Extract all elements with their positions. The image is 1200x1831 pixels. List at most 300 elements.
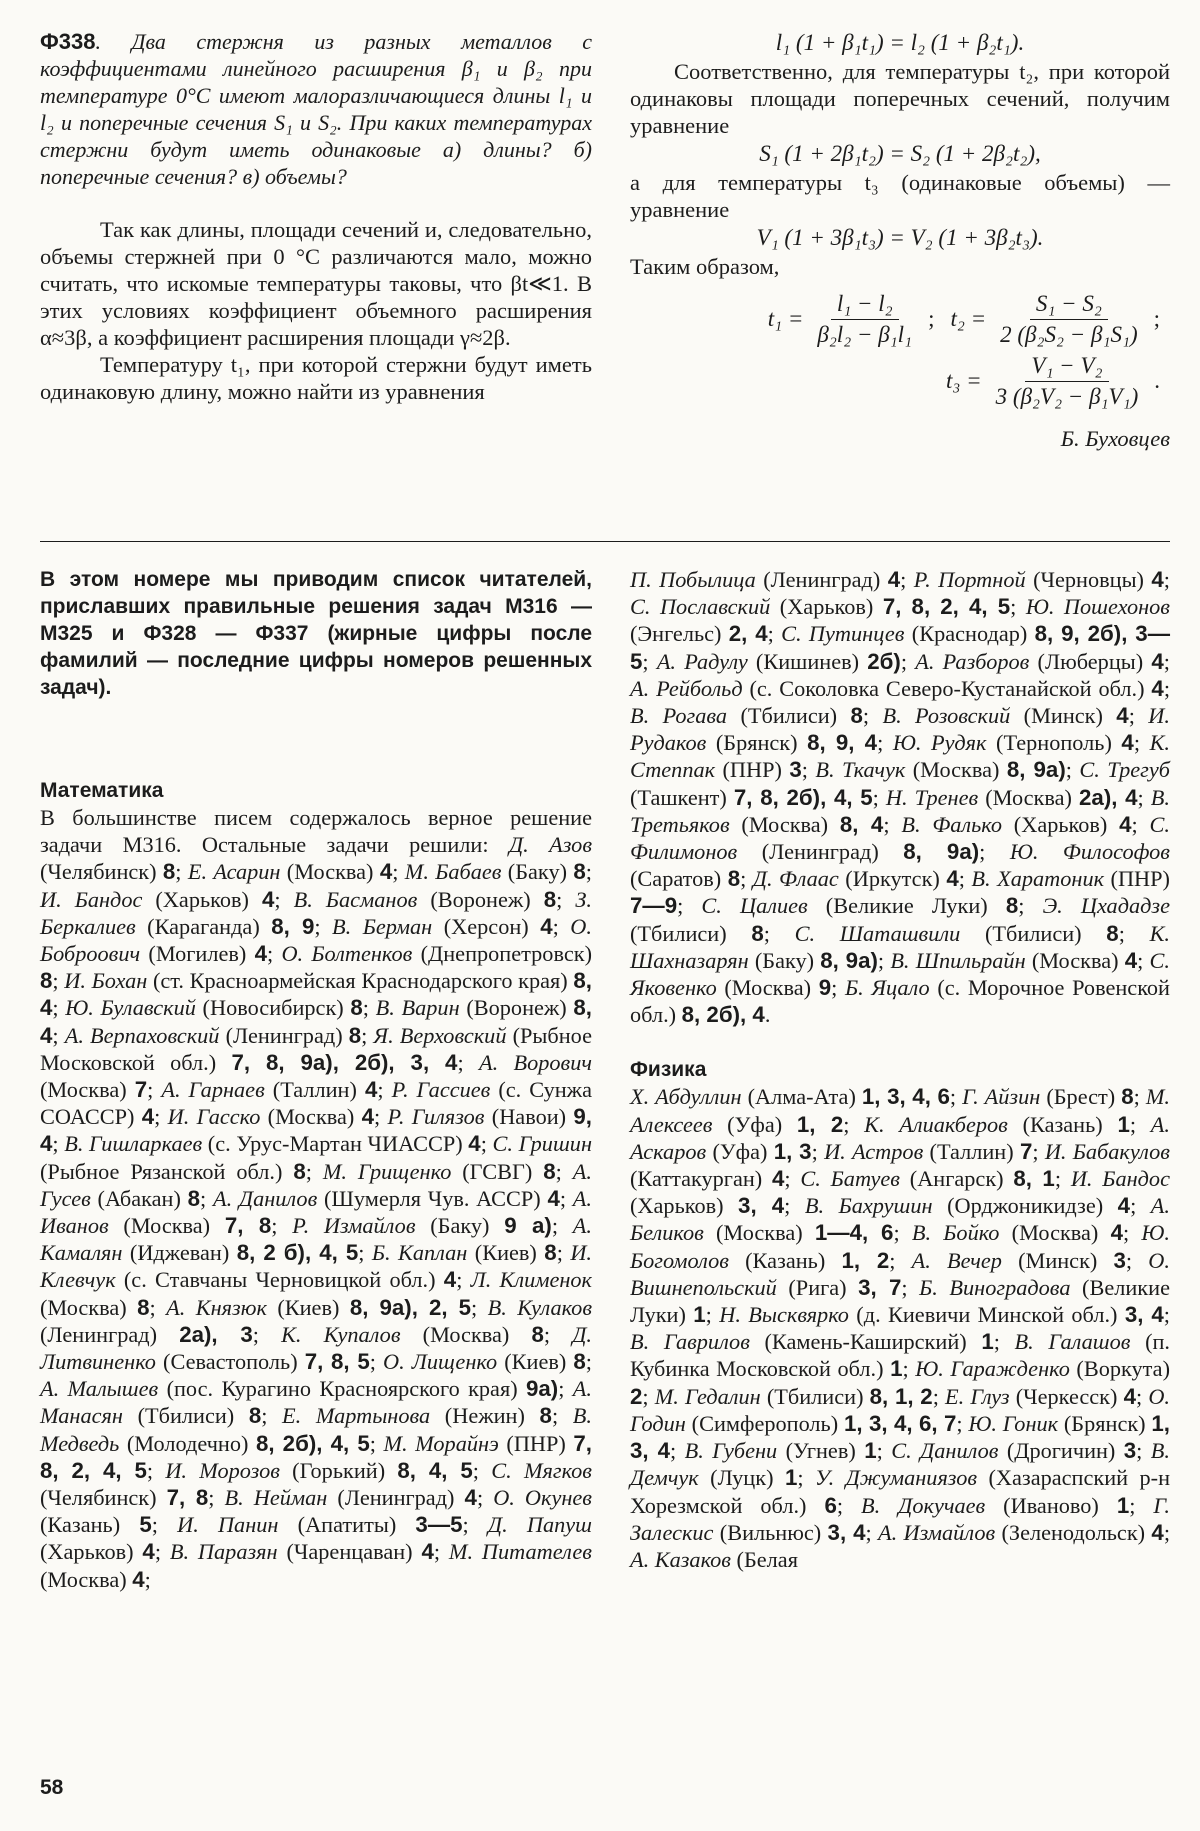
formula-row — [630, 350, 1170, 412]
reader-city: (Киев) — [266, 1294, 350, 1320]
reader-problems: 4 — [1124, 947, 1138, 973]
reader-city: (Великие Луки) — [807, 893, 1006, 919]
reader-city: (Москва) — [400, 1321, 532, 1347]
reader-city: (Москва) — [40, 1077, 135, 1103]
reader-city: (Москва) — [703, 1220, 815, 1246]
reader-city: (Киев) — [467, 1240, 545, 1266]
reader-problems: 9, 4 — [40, 1104, 592, 1157]
reader-name: Ю. Рудяк — [892, 730, 987, 756]
reader-city: (Казань) — [1007, 1111, 1118, 1137]
reader-problems: 1, 3, 4, 6, 7 — [843, 1410, 957, 1436]
reader-name: А. Князюк — [166, 1294, 267, 1320]
reader-problems: 8 — [187, 1185, 201, 1211]
reader-problems: 4 — [547, 1185, 560, 1211]
reader-name: Ю. Булавский — [65, 995, 196, 1021]
reader-problems: 8 — [162, 859, 176, 885]
reader-city: (Ташкент) — [630, 784, 734, 810]
reader-problems: 2б) — [867, 648, 901, 674]
reader-problems: 7—9 — [630, 893, 678, 919]
reader-name: О. Годин — [630, 1383, 1170, 1436]
reader-city: (Тбилиси) — [122, 1403, 249, 1429]
reader-name: Е. Глуз — [945, 1383, 1010, 1409]
reader-city: (Челябинск) — [40, 1485, 167, 1511]
reader-city: (Уфа) — [712, 1111, 797, 1137]
reader-name: Л. Клименок — [470, 1267, 592, 1293]
reader-problems: 8, 4 — [40, 968, 592, 1021]
reader-city: (Минск) — [1001, 1247, 1114, 1273]
reader-problems: 4 — [1151, 1519, 1164, 1545]
reader-name: Ю. Гаражденко — [915, 1356, 1070, 1382]
reader-city: (Днепропетровск) — [412, 941, 592, 967]
problem-column — [40, 28, 592, 405]
reader-name: В. Харатоник — [971, 866, 1105, 892]
reader-problems: 1—4, 6 — [814, 1220, 894, 1246]
reader-problems: 5 — [139, 1512, 152, 1538]
reader-city: (ПНР) — [1104, 866, 1170, 892]
reader-problems: 3, 4 — [1124, 1302, 1164, 1328]
reader-name: Ю. Гоник — [968, 1410, 1059, 1436]
reader-name: Д. Папуш — [487, 1512, 592, 1538]
reader-city: (с. Ставчаны Черновицкой обл.) — [115, 1267, 444, 1293]
formula-t2-numerator: S₁ − S₂ — [1030, 291, 1108, 320]
reader-problems: 4 — [1151, 675, 1164, 701]
reader-problems: 8 — [40, 968, 53, 994]
reader-city: (Уфа) — [706, 1138, 774, 1164]
reader-name: В. Гаврилов — [630, 1329, 750, 1355]
reader-name: И. Астров — [824, 1138, 924, 1164]
reader-city: (Москва) — [280, 859, 380, 885]
reader-city: (с. Морочное Ровенской обл.) — [630, 975, 1170, 1028]
formula-t3-denominator: 3 (β₂V₂ − β₁V₁) — [995, 383, 1139, 409]
reader-problems: 4 — [421, 1539, 434, 1565]
reader-city: (Хазараспский р-н Хорезмской обл.) — [630, 1465, 1171, 1518]
reader-city: (Угнев) — [777, 1438, 865, 1464]
reader-problems: 4 — [772, 1166, 785, 1192]
solution-paragraph: Так как длины, площади сечений и, следовательно, объемы стержней при 0 °С различаются мало, можно считать, что искомые температуры таковы, что βt≪1. В этих условиях коэффициент объемного расширения α≈3β, а коэффициент расширения площади γ≈2β. — [40, 217, 592, 350]
reader-city: (Москва) — [40, 1294, 138, 1320]
formula-separator: ; — [1153, 306, 1160, 331]
reader-problems: 8 — [751, 920, 764, 946]
reader-city: (Харьков) — [142, 886, 262, 912]
reader-name: А. Гарнаев — [161, 1077, 265, 1103]
reader-name: С. Пославский — [630, 594, 771, 620]
reader-name: Б. Каплан — [371, 1240, 468, 1266]
reader-problems: 1, 3 — [773, 1138, 812, 1164]
reader-city: (Брест) — [1040, 1084, 1122, 1110]
reader-problems: 8 — [293, 1158, 306, 1184]
readers-intro: В этом номере мы приводим список читателей, приславших правильные решения задач М316 — М325 и Ф328 — Ф337 (жирные цифры после фамилий — последние цифры номеров решенных задач). — [40, 568, 592, 699]
reader-city: (Брянск) — [1058, 1410, 1152, 1436]
reader-city: (Молодечно) — [119, 1430, 256, 1456]
reader-name: И. Рудаков — [630, 703, 1170, 756]
reader-problems: 8, 4 — [40, 995, 592, 1048]
reader-problems: 4 — [1110, 1220, 1123, 1246]
reader-name: О. Вишнепольский — [630, 1247, 1170, 1300]
reader-problems: 9 а) — [504, 1213, 552, 1239]
reader-problems: 8 — [137, 1294, 150, 1320]
reader-city: (Казань) — [728, 1247, 842, 1273]
reader-problems: 8 — [350, 995, 363, 1021]
reader-name: Б. Виноградова — [919, 1274, 1071, 1300]
result-formulas — [630, 288, 1170, 412]
reader-name: Ю. Богомолов — [630, 1220, 1170, 1273]
reader-name: А. Данилов — [212, 1185, 318, 1211]
reader-name: К. Степпак — [630, 730, 1170, 783]
reader-city: (Москва) — [40, 1566, 133, 1592]
reader-name: С. Цалиев — [701, 893, 808, 919]
reader-city: (с. Соколовка Северо-Кустанайской обл.) — [742, 675, 1152, 701]
equation-areas: S₁ (1 + 2β₁t₂) = S₂ (1 + 2β₂t₂), — [759, 141, 1041, 166]
physics-heading: Физика — [630, 1058, 707, 1082]
reader-problems: 4 — [254, 941, 267, 967]
reader-name: М. Гедалин — [654, 1383, 761, 1409]
reader-problems: 8, 9а) — [820, 947, 878, 973]
reader-problems: 4 — [1116, 703, 1129, 729]
reader-city: (Москва) — [999, 1220, 1111, 1246]
solution-column — [630, 28, 1170, 452]
reader-problems: 8 — [850, 703, 863, 729]
reader-name: В. Медведь — [40, 1403, 592, 1456]
reader-city: (Могилев) — [140, 941, 255, 967]
reader-problems: 4 — [379, 859, 393, 885]
reader-city: (Баку) — [501, 859, 574, 885]
reader-city: (с. Сунжа СОАССР) — [40, 1077, 592, 1130]
reader-problems: 1, 3, 4 — [630, 1410, 1171, 1464]
reader-problems: 7 — [134, 1077, 148, 1103]
reader-problems: 7 — [1019, 1138, 1033, 1164]
formula-t1-numerator: l₁ − l₂ — [831, 291, 899, 320]
reader-name: В. Докучаев — [861, 1492, 986, 1518]
reader-city: (Рыбное Рязанской обл.) — [40, 1158, 294, 1184]
reader-city: (Таллин) — [923, 1138, 1020, 1164]
equation-lengths: l₁ (1 + β₁t₁) = l₂ (1 + β₂t₁). — [775, 30, 1025, 55]
reader-city: (Зеленодольск) — [995, 1519, 1152, 1545]
formula-t1-lhs: t₁ = — [767, 306, 804, 331]
reader-problems: 8 — [544, 1240, 557, 1266]
reader-city: (Москва) — [108, 1213, 225, 1239]
reader-name: Ю. Философов — [1009, 839, 1170, 865]
reader-city: (Ленинград) — [737, 839, 904, 865]
reader-name: И. Морозов — [165, 1457, 280, 1483]
reader-name: К. Шахназарян — [630, 920, 1170, 973]
reader-name: В. Варин — [375, 995, 460, 1021]
reader-name: С. Данилов — [891, 1438, 999, 1464]
reader-name: М. Алексеев — [630, 1084, 1170, 1137]
reader-name: С. Филимонов — [630, 811, 1170, 865]
reader-problems: 8, 9, 2б), 3—5 — [630, 621, 1170, 674]
formula-separator: ; — [928, 306, 935, 331]
formula-row — [630, 288, 1170, 350]
formula-t1-denominator: β₂l₂ − β₁l₁ — [817, 321, 913, 347]
page-number: 58 — [40, 1776, 64, 1799]
reader-city: (Брянск) — [706, 730, 808, 756]
reader-city: (Навои) — [484, 1104, 574, 1130]
reader-problems: 4 — [1117, 1193, 1131, 1219]
reader-problems: 3, 7 — [858, 1274, 902, 1300]
solution-paragraph: Таким образом, — [630, 254, 780, 279]
reader-city: (Херсон) — [432, 913, 541, 939]
reader-name: В. Шпильрайн — [890, 947, 1026, 973]
reader-problems: 8 — [348, 1022, 362, 1048]
formula-t2-denominator: 2 (β₂S₂ − β₁S₁) — [1000, 321, 1138, 347]
reader-name: В. Гишларкаев — [64, 1131, 203, 1157]
math-heading: Математика — [40, 779, 164, 802]
reader-city: (Шумерля Чув. АССР) — [317, 1185, 548, 1211]
reader-name: А. Аскаров — [630, 1111, 1170, 1164]
reader-name: Н. Высквярко — [719, 1302, 849, 1328]
formula-t3-numerator: V₁ − V₂ — [1025, 353, 1108, 382]
reader-name: О. Болтенков — [281, 941, 413, 967]
reader-city: (Москва) — [260, 1104, 362, 1130]
reader-problems: 8, 4 — [839, 811, 884, 837]
reader-city: (Баку) — [748, 947, 821, 973]
reader-problems: 4 — [1119, 811, 1132, 837]
reader-problems: 6 — [824, 1492, 837, 1518]
reader-name: А. Камалян — [40, 1213, 592, 1266]
reader-name: О. Боброович — [40, 913, 592, 967]
reader-name: В. Рогава — [630, 703, 728, 729]
reader-city: (Иваново) — [985, 1492, 1117, 1518]
reader-problems: 4 — [946, 866, 959, 892]
reader-problems: 3, 4 — [827, 1519, 866, 1545]
reader-city: (Харьков) — [770, 594, 883, 620]
reader-problems: 4 — [1151, 648, 1164, 674]
reader-city: (Тернополь) — [986, 730, 1122, 756]
reader-name: В. Ткачук — [815, 757, 906, 783]
reader-name: Д. Азов — [508, 832, 593, 858]
solution-paragraph: а для температуры t₃ (одинаковые объемы) — уравнение — [630, 170, 1170, 222]
reader-problems: 1 — [784, 1465, 798, 1491]
reader-city: (Тбилиси) — [630, 920, 752, 946]
reader-problems: 8 — [1121, 1084, 1134, 1110]
reader-city: (Белая — [730, 1546, 798, 1572]
reader-city: (Кишинев) — [747, 648, 868, 674]
reader-problems: 4 — [1151, 567, 1164, 592]
reader-city: (Караганда) — [135, 913, 272, 939]
reader-city: (Челябинск) — [40, 859, 163, 885]
reader-name: В. Губени — [684, 1438, 778, 1464]
reader-problems: 8, 4, 5 — [397, 1457, 473, 1483]
problem-id: Ф338 — [40, 29, 96, 54]
reader-name: В. Бойко — [911, 1220, 1000, 1246]
reader-problems: 1, 2 — [796, 1111, 844, 1137]
reader-problems: 8, 9а) — [903, 839, 980, 865]
reader-problems: 7, 8 — [166, 1485, 209, 1511]
reader-problems: 4 — [540, 913, 553, 939]
reader-name: Б. Яцало — [844, 975, 930, 1001]
physics-readers-list: Х. Абдуллин (Алма-Ата) 1, 3, 4, 6; Г. Айзин (Брест) 8; М. Алексеев (Уфа) 1, 2; К. Алиакберов (Казань) 1; А. Аскаров (Уфа) 1, 3; И. Астров (Таллин) 7; И. Бабакулов (Каттакурган) 4; С. Батуев (Ангарск) 8, 1; И. Бандос (Харьков) 3, 4; В. Бахрушин (Орджоникидзе) 4; А. Беликов (Москва) 1—4, 6; В. Бойко (Москва) 4; Ю. Богомолов (Казань) 1, 2; А. Вечер (Минск) 3; О. Вишнепольский (Рига) 3, 7; Б. Виноградова (Великие Луки) 1; Н. Высквярко (д. Киевичи Минской обл.) 3, 4; В. Гаврилов (Камень-Каширский) 1; В. Галашов (п. Кубинка Московской обл.) 1; Ю. Гаражденко (Воркута) 2; М. Гедалин (Тбилиси) 8, 1, 2; Е. Глуз (Черкесск) 4; О. Годин (Симферополь) 1, 3, 4, 6, 7; Ю. Гоник (Брянск) 1, 3, 4; В. Губени (Угнев) 1; С. Данилов (Дрогичин) 3; В. Демчук (Луцк) 1; У. Джуманиязов (Хазараспский р-н Хорезмской обл.) 6; В. Докучаев (Иваново) 1; Г. Залескис (Вильнюс) 3, 4; А. Измайлов (Зеленодольск) 4; А. Казаков (Белая — [630, 1084, 1171, 1572]
reader-problems: 8, 2 б), 4, 5 — [236, 1240, 359, 1266]
reader-name: Р. Гилязов — [387, 1104, 485, 1130]
reader-problems: 4 — [464, 1485, 477, 1511]
reader-problems: 1 — [1116, 1492, 1130, 1518]
reader-name: И. Панин — [177, 1512, 279, 1538]
reader-problems: 1, 2 — [841, 1247, 890, 1273]
reader-name: Д. Флаас — [752, 866, 839, 892]
reader-city: (Новосибирск) — [195, 995, 351, 1021]
reader-problems: 8 — [573, 1349, 586, 1375]
reader-name: А. Казаков — [630, 1546, 731, 1572]
reader-problems: 7, 8, 2, 4, 5 — [40, 1430, 592, 1483]
reader-name: Г. Залескис — [630, 1492, 1170, 1545]
reader-city: (Москва) — [1025, 947, 1125, 973]
reader-name: А. Беликов — [630, 1193, 1170, 1246]
reader-city: (Воронеж) — [417, 886, 544, 912]
reader-city: (Тбилиси) — [727, 703, 851, 729]
reader-problems: 1 — [864, 1438, 877, 1464]
reader-problems: 8 — [1106, 920, 1119, 946]
reader-name: В. Паразян — [169, 1539, 278, 1565]
reader-name: М. Грищенко — [322, 1158, 452, 1184]
reader-city: (Вильнюс) — [713, 1519, 828, 1545]
reader-city: (Горький) — [279, 1457, 398, 1483]
formula-t3 — [990, 353, 1145, 410]
reader-city: (Алма-Ата) — [741, 1084, 862, 1110]
reader-city: (ПНР) — [498, 1430, 574, 1456]
reader-problems: 8 — [1005, 893, 1019, 919]
reader-city: (Луцк) — [698, 1465, 785, 1491]
reader-name: У. Джуманиязов — [814, 1465, 978, 1491]
reader-name: Х. Абдуллин — [630, 1084, 742, 1110]
reader-problems: 3—5 — [415, 1512, 463, 1538]
problem-statement: Ф338. Два стержня из разных металлов с коэффициентами линейного расширения β₁ и β₂ при температуре 0°С имеют малоразличающиеся длины l₁ и l₂ и поперечные сечения S₁ и S₂. При каких температурах стержни будут иметь одинаковые а) длины? б) поперечные сечения? в) объемы? — [40, 29, 592, 189]
reader-name: А. Малышев — [40, 1376, 159, 1402]
reader-city: (Ленинград) — [40, 1321, 180, 1347]
reader-name: С. Батуев — [800, 1166, 900, 1192]
readers-column-left — [40, 566, 592, 1593]
formula-t2 — [994, 291, 1143, 348]
reader-city: (Рига) — [776, 1274, 859, 1300]
reader-name: З. Беркалиев — [40, 886, 592, 939]
reader-problems: 8 — [539, 1403, 552, 1429]
reader-city: (Абакан) — [90, 1185, 188, 1211]
reader-name: С. Яковенко — [630, 947, 1170, 1001]
reader-name: А. Разборов — [915, 648, 1030, 674]
reader-problems: 4 — [142, 1539, 155, 1565]
reader-name: К. Алиакберов — [864, 1111, 1008, 1137]
reader-problems: 7, 8, 2, 4, 5 — [882, 594, 1011, 620]
reader-city: (п. Кубинка Московской обл.) — [630, 1329, 1171, 1382]
reader-problems: 1 — [1117, 1111, 1130, 1137]
reader-name: Ю. Пошехонов — [1025, 594, 1170, 620]
reader-city: (Воркута) — [1069, 1356, 1170, 1382]
reader-city: (Харьков) — [630, 1193, 739, 1219]
reader-problems: 3 — [789, 757, 802, 783]
reader-city: (Москва) — [716, 975, 819, 1001]
reader-name: Р. Гассиев — [391, 1077, 491, 1103]
reader-problems: 8 — [248, 1403, 262, 1429]
readers-column-right — [630, 566, 1170, 1573]
reader-problems: 1, 3, 4, 6 — [861, 1084, 950, 1110]
reader-name: С. Трегуб — [1079, 757, 1170, 783]
reader-name: С. Шаташвили — [794, 920, 961, 946]
reader-problems: 1 — [981, 1329, 994, 1355]
reader-problems: 8 — [727, 866, 741, 892]
reader-problems: 7, 8, 2б), 4, 5 — [733, 784, 873, 810]
reader-name: Н. Тренев — [885, 784, 979, 810]
reader-name: И. Клевчук — [40, 1240, 593, 1293]
reader-city: (пос. Курагино Красноярского края) — [158, 1376, 526, 1402]
math-readers-list-continued: П. Побылица (Ленинград) 4; Р. Портной (Черновцы) 4; С. Пославский (Харьков) 7, 8, 2, 4, 5; Ю. Пошехонов (Энгельс) 2, 4; С. Путинцев (Краснодар) 8, 9, 2б), 3—5; А. Радулу (Кишинев) 2б); А. Разборов (Люберцы) 4; А. Рейбольд (с. Соколовка Северо-Кустанайской обл.) 4; В. Рогава (Тбилиси) 8; В. Розовский (Минск) 4; И. Рудаков (Брянск) 8, 9, 4; Ю. Рудяк (Тернополь) 4; К. Степпак (ПНР) 3; В. Ткачук (Москва) 8, 9а); С. Трегуб (Ташкент) 7, 8, 2б), 4, 5; Н. Тренев (Москва) 2а), 4; В. Третьяков (Москва) 8, 4; В. Фалько (Харьков) 4; С. Филимонов (Ленинград) 8, 9а); Ю. Философов (Саратов) 8; Д. Флаас (Иркутск) 4; В. Харатоник (ПНР) 7—9; С. Цалиев (Великие Луки) 8; Э. Цхададзе (Тбилиси) 8; С. Шаташвили (Тбилиси) 8; К. Шахназарян (Баку) 8, 9а); В. Шпильрайн (Москва) 4; С. Яковенко (Москва) 9; Б. Яцало (с. Морочное Ровенской обл.) 8, 2б), 4. — [630, 567, 1171, 1028]
reader-city: (Черкесск) — [1009, 1383, 1124, 1409]
reader-city: (Ленинград) — [219, 1022, 349, 1048]
reader-name: А. Гусев — [40, 1158, 592, 1211]
reader-city: (Рыбное Московской обл.) — [40, 1022, 592, 1075]
reader-problems: 9а) — [526, 1376, 559, 1402]
reader-problems: 8 — [573, 859, 586, 885]
reader-problems: 8, 9, 4 — [807, 730, 878, 756]
reader-name: П. Побылица — [630, 567, 756, 592]
reader-problems: 3 — [1123, 1438, 1137, 1464]
equation-volumes: V₁ (1 + 3β₁t₃) = V₂ (1 + 3β₂t₃). — [756, 225, 1044, 250]
reader-problems: 4 — [1121, 730, 1134, 756]
reader-city: (Чаренцаван) — [277, 1539, 422, 1565]
reader-name: А. Вечер — [911, 1247, 1002, 1273]
reader-problems: 3 — [1113, 1247, 1126, 1273]
reader-city: (Ангарск) — [899, 1166, 1014, 1192]
reader-problems: 7, 8, 9а), 2б), 3, 4 — [231, 1049, 458, 1075]
reader-problems: 9 — [818, 975, 832, 1001]
reader-name: И. Бохан — [64, 968, 148, 994]
reader-name: И. Гасско — [167, 1104, 261, 1130]
reader-name: С. Путинцев — [781, 621, 905, 647]
reader-city: (Саратов) — [630, 866, 728, 892]
section-divider — [40, 541, 1170, 542]
math-lead: В большинстве писем содержалось верное решение задачи М316. Остальные задачи решили: — [40, 805, 592, 858]
reader-name: И. Бабакулов — [1044, 1138, 1170, 1164]
reader-problems: 8, 9 — [271, 913, 315, 939]
reader-problems: 4 — [364, 1077, 378, 1103]
solution-paragraph: Температуру t₁, при которой стержни будут иметь одинаковую длину, можно найти из уравнения — [40, 352, 592, 404]
reader-problems: 2а), 3 — [179, 1321, 253, 1347]
reader-name: Р. Портной — [913, 567, 1026, 592]
reader-city: (ПНР) — [715, 757, 790, 783]
reader-city: (Краснодар) — [904, 621, 1035, 647]
reader-problems: 1 — [890, 1356, 903, 1382]
author-signature: Б. Буховцев — [1060, 426, 1170, 451]
reader-problems: 4 — [361, 1104, 375, 1130]
reader-problems: 1 — [693, 1302, 706, 1328]
reader-city: (д. Киевичи Минской обл.) — [848, 1302, 1125, 1328]
reader-problems: 2а), 4 — [1079, 784, 1138, 810]
reader-city: (Дрогичин) — [998, 1438, 1124, 1464]
reader-problems: 8 — [543, 886, 557, 912]
reader-city: (Москва) — [978, 784, 1080, 810]
reader-name: К. Купалов — [281, 1321, 401, 1347]
reader-name: Е. Асарин — [187, 859, 281, 885]
reader-city: (ст. Красноармейская Краснодарского края) — [147, 968, 574, 994]
reader-name: В. Бахрушин — [804, 1193, 933, 1219]
reader-city: (Энгельс) — [630, 621, 729, 647]
reader-name: И. Бандос — [1070, 1166, 1170, 1192]
reader-name: В. Басманов — [293, 886, 418, 912]
reader-problems: 4 — [468, 1131, 481, 1157]
reader-city: (Камень-Каширский) — [749, 1329, 982, 1355]
reader-problems: 7, 8, 5 — [304, 1349, 370, 1375]
reader-city: (Таллин) — [264, 1077, 365, 1103]
reader-city: (Иджеван) — [122, 1240, 237, 1266]
reader-city: (Апатиты) — [278, 1512, 416, 1538]
formula-separator: . — [1154, 368, 1160, 393]
reader-problems: 8, 9а), 2, 5 — [349, 1294, 472, 1320]
reader-name: А. Радулу — [656, 648, 748, 674]
reader-city: (Баку) — [415, 1213, 505, 1239]
reader-name: В. Демчук — [630, 1438, 1170, 1491]
reader-name: В. Берман — [332, 913, 433, 939]
reader-name: В. Фалько — [901, 811, 1002, 837]
reader-city: (Харьков) — [1002, 811, 1120, 837]
solution-paragraph: Соответственно, для температуры t₂, при которой одинаковы площади поперечных сечений, получим уравнение — [630, 59, 1170, 138]
